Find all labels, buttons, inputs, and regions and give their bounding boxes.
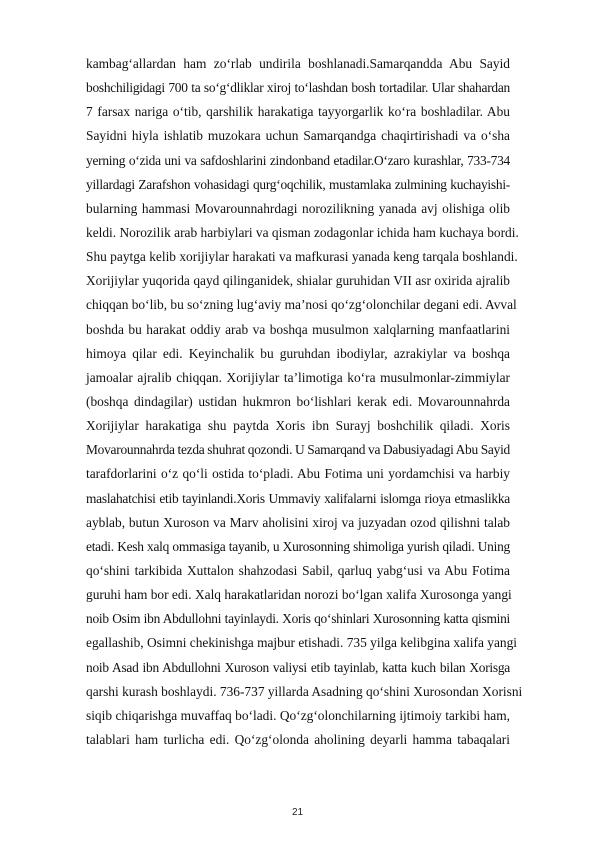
text-line: yillardagi Zarafshon vohasidagi qurg‘oqchilik, mustamlaka zulmining kuchayishi- — [86, 176, 510, 192]
text-line: keldi. Norozilik arab harbiylari va qisman zodagonlar ichida ham kuchaya bordi. — [86, 224, 519, 240]
text-line: boshchiligidagi 700 ta so‘g‘dliklar xiroj to‘lashdan bosh tortadilar. Ular shahardan — [86, 80, 510, 96]
text-line: ayblab, butun Xuroson va Marv aholisini xiroj va juzyadan ozod qilishni talab — [86, 514, 510, 530]
body-text — [86, 52, 523, 752]
text-line: (boshqa dindagilar) ustidan hukmron bo‘lishlari kerak edi. Movarounnahrda — [86, 393, 510, 409]
text-line: qarshi kurash boshlaydi. 736-737 yillarda Asadning qo‘shini Xurosondan Xorisni — [86, 683, 523, 699]
text-line: jamoalar ajralib chiqqan. Xorijiylar ta’limotiga ko‘ra musulmonlar-zimmiylar — [86, 369, 510, 385]
text-line: talablari ham turlicha edi. Qo‘zg‘olonda aholining deyarli hamma tabaqalari — [86, 731, 510, 747]
text-line: himoya qilar edi. Keyinchalik bu guruhdan ibodiylar, azrakiylar va boshqa — [86, 345, 510, 361]
text-line: qo‘shini tarkibida Xuttalon shahzodasi Sabil, qarluq yabg‘usi va Abu Fotima — [86, 562, 510, 578]
text-line: etadi. Kesh xalq ommasiga tayanib, u Xurosonning shimoliga yurish qiladi. Uning — [86, 538, 510, 554]
text-line: yerning o‘zida uni va safdoshlarini zindonband etadilar.O‘zaro kurashlar, 733-734 — [86, 152, 510, 168]
text-line: noib Osim ibn Abdullohni tayinlaydi. Xoris qo‘shinlari Xurosonning katta qismini — [86, 611, 510, 627]
text-line: Xorijiylar yuqorida qayd qilinganidek, shialar guruhidan VII asr oxirida ajralib — [86, 273, 510, 289]
text-line: boshda bu harakat oddiy arab va boshqa musulmon xalqlarning manfaatlarini — [86, 321, 510, 337]
text-line: chiqqan bo‘lib, bu so‘zning lug‘aviy ma’nosi qo‘zg‘olonchilar degani edi. Avval — [86, 297, 517, 313]
text-line: Movarounnahrda tezda shuhrat qozondi. U Samarqand va Dabusiyadagi Abu Sayid — [86, 442, 510, 458]
text-line: Xorijiylar harakatiga shu paytda Xoris ibn Surayj boshchilik qiladi. Xoris — [86, 418, 510, 434]
text-line: egallashib, Osimni chekinishga majbur etishadi. 735 yilga kelibgina xalifa yangi — [86, 635, 518, 651]
text-line: tarafdorlarini o‘z qo‘li ostida to‘pladi. Abu Fotima uni yordamchisi va harbiy — [86, 466, 510, 482]
text-line: 7 farsax nariga o‘tib, qarshilik harakatiga tayyorgarlik ko‘ra boshladilar. Abu — [86, 104, 510, 120]
text-line: bularning hammasi Movarounnahrdagi norozilikning yanada avj olishiga olib — [86, 200, 510, 216]
text-line: Shu paytga kelib xorijiylar harakati va mafkurasi yanada keng tarqala boshlandi. — [86, 249, 518, 265]
text-line: Sayidni hiyla ishlatib muzokara uchun Samarqandga chaqirtirishadi va o‘sha — [86, 128, 510, 144]
text-line: maslahatchisi etib tayinlandi.Xoris Ummaviy xalifalarni islomga rioya etmaslikka — [86, 490, 510, 506]
text-line: kambag‘allardan ham zo‘rlab undirila boshlanadi.Samarqandda Abu Sayid — [86, 56, 510, 71]
text-line: noib Asad ibn Abdullohni Xuroson valiysi etib tayinlab, katta kuch bilan Xorisga — [86, 659, 510, 675]
text-line: guruhi ham bor edi. Xalq harakatlaridan norozi bo‘lgan xalifa Xurosonga yangi — [86, 587, 512, 603]
page-number: 21 — [291, 807, 304, 818]
text-line: siqib chiqarishga muvaffaq bo‘ladi. Qo‘zg‘olonchilarning ijtimoiy tarkibi ham, — [86, 707, 510, 723]
